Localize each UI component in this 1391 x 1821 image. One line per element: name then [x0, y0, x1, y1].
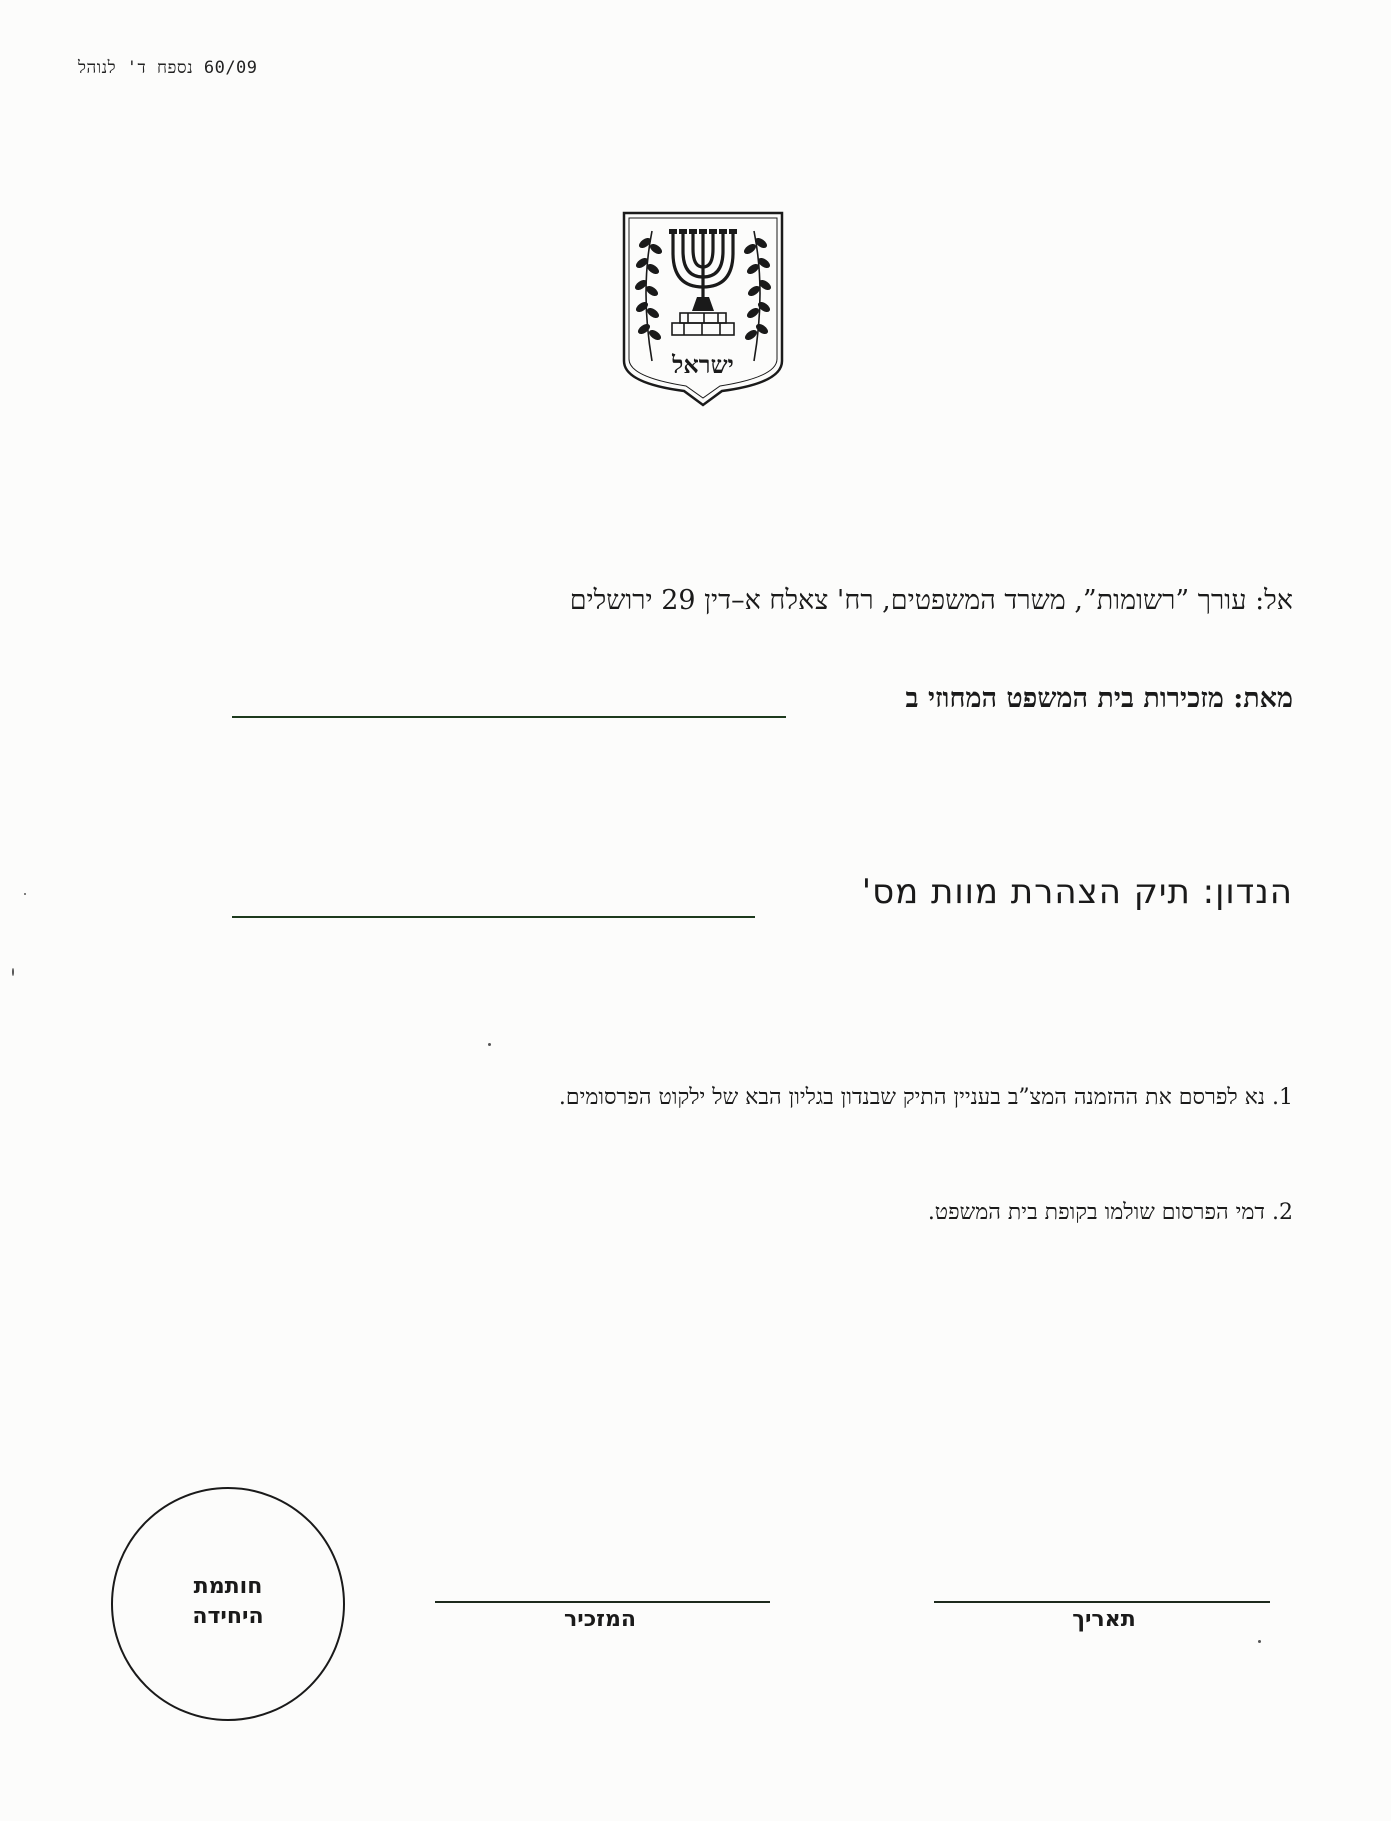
subject-number-blank-field[interactable] [232, 916, 755, 918]
secretary-signature-line[interactable] [435, 1601, 770, 1603]
scan-speck [488, 1043, 491, 1046]
request-item-1: 1. נא לפרסם את ההזמנה המצ”ב בעניין התיק שבנדון בגליון הבא של ילקוט הפרסומים. [558, 1085, 1293, 1110]
scan-speck [24, 893, 26, 895]
stamp-label-line-2: היחידה [192, 1604, 264, 1629]
stamp-label-line-1: חותמת [193, 1574, 263, 1599]
emblem-caption: ישראל [672, 350, 734, 379]
form-code: 60/09 נספח ד' לנוהל [78, 58, 258, 78]
state-emblem-icon [622, 211, 784, 407]
date-signature-line[interactable] [934, 1601, 1270, 1603]
unit-stamp-label [111, 1572, 345, 1632]
scan-speck [12, 968, 14, 976]
recipient-line: אל: עורך ”רשומות”, משרד המשפטים, רח' צאלח א–דין 29 ירושלים [569, 585, 1293, 616]
sender-blank-field[interactable] [232, 716, 786, 718]
request-item-2: 2. דמי הפרסום שולמו בקופת בית המשפט. [927, 1200, 1293, 1225]
sender-line: מאת: מזכירות בית המשפט המחוזי ב [905, 683, 1293, 714]
subject-line: הנדון: תיק הצהרת מוות מס' [861, 872, 1293, 912]
scan-speck [1258, 1640, 1261, 1643]
secretary-label: המזכיר [563, 1607, 637, 1632]
date-label: תאריך [1072, 1607, 1136, 1632]
